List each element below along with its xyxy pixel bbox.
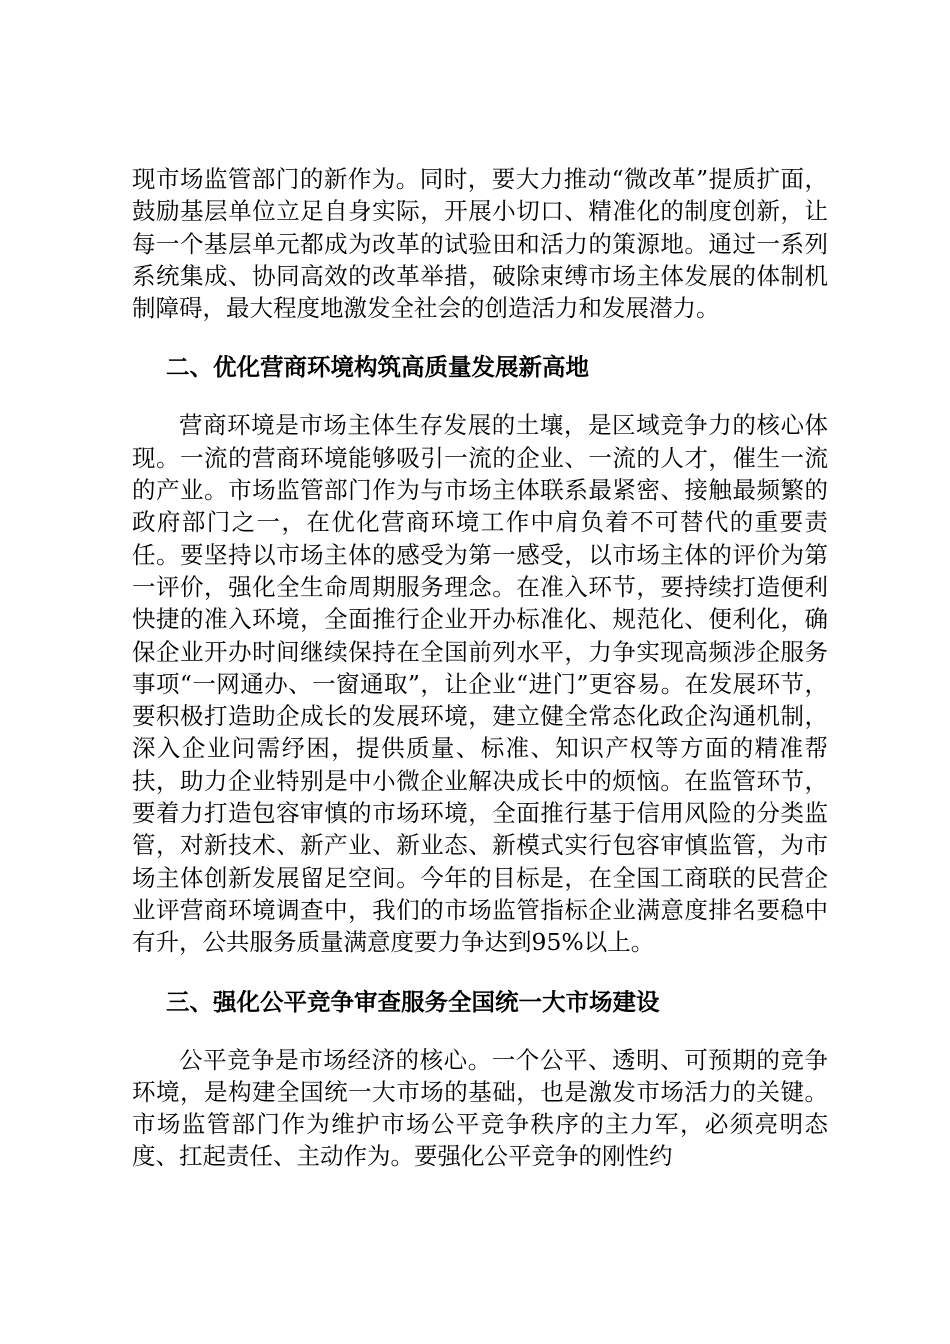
paragraph-fair-competition: 公平竞争是市场经济的核心。一个公平、透明、可预期的竞争环境，是构建全国统一大市场的基础，也是激发市场活力的关键。市场监管部门作为维护市场公平竞争秩序的主力军，必须亮明态度、扛起责任、主动作为。要强化公平竞争的刚性约 [132, 1045, 828, 1171]
section-heading-2: 二、优化营商环境构筑高质量发展新高地 [166, 353, 589, 382]
section-heading-3: 三、强化公平竞争审查服务全国统一大市场建设 [166, 987, 660, 1016]
paragraph-continuation: 现市场监管部门的新作为。同时，要大力推动“微改革”提质扩面，鼓励基层单位立足自身实际，开展小切口、精准化的制度创新，让每一个基层单元都成为改革的试验田和活力的策源地。通过一系列系统集成、协同高效的改革举措，破除束缚市场主体发展的体制机制障碍，最大程度地激发全社会的创造活力和发展潜力。 [132, 165, 828, 323]
document-page [132, 163, 828, 1173]
paragraph-business-environment: 营商环境是市场主体生存发展的土壤，是区域竞争力的核心体现。一流的营商环境能够吸引一流的企业、一流的人才，催生一流的产业。市场监管部门作为与市场主体联系最紧密、接触最频繁的政府部门之一，在优化营商环境工作中肩负着不可替代的重要责任。要坚持以市场主体的感受为第一感受，以市场主体的评价为第一评价，强化全生命周期服务理念。在准入环节，要持续打造便利快捷的准入环境，全面推行企业开办标准化、规范化、便利化，确保企业开办时间继续保持在全国前列水平，力争实现高频涉企服务事项“一网通办、一窗通取”，让企业“进门”更容易。在发展环节，要积极打造助企成长的发展环境，建立健全常态化政企沟通机制，深入企业问需纾困，提供质量、标准、知识产权等方面的精准帮扶，助力企业特别是中小微企业解决成长中的烦恼。在监管环节，要着力打造包容审慎的市场环境，全面推行基于信用风险的分类监管，对新技术、新产业、新业态、新模式实行包容审慎监管，为市场主体创新发展留足空间。今年的目标是，在全国工商联的民营企业评营商环境调查中，我们的市场监管指标企业满意度排名要稳中有升，公共服务质量满意度要力争达到95%以上。 [132, 411, 828, 957]
